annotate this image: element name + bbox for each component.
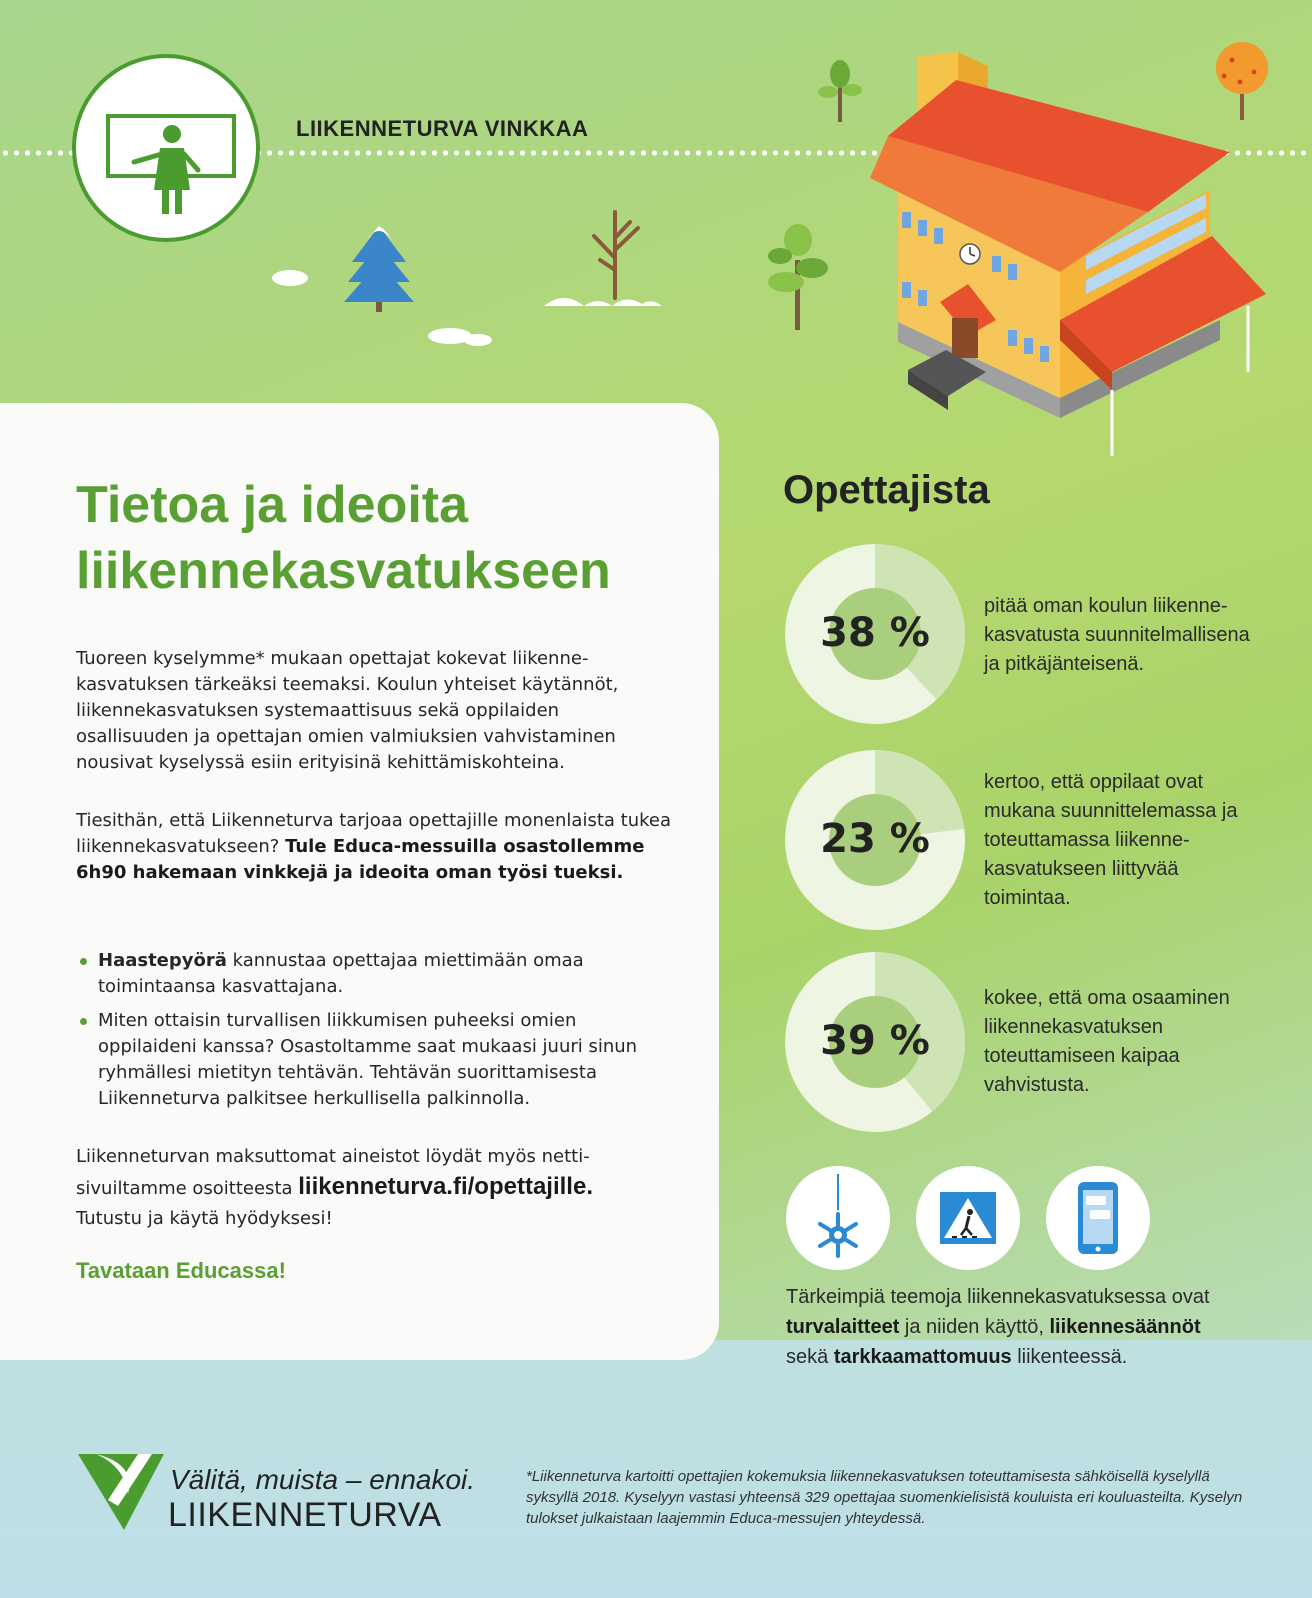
list-item: Miten ottaisin turvallisen liikkumisen puheeksi omien oppilaideni kanssa? Osastoltamme saat mukaasi juuri sinun ryhmällesi mietityn tehtävän. Tehtävän suorittamisesta Liikenneturva palkitsee herkullisella palkinnolla.	[76, 1008, 676, 1112]
bullet1-text: kannustaa opettajaa miettimään omaa toimintaansa kasvattajana.	[98, 950, 584, 997]
fair-paragraph	[76, 808, 676, 886]
haastepyora-label: Haastepyörä	[98, 950, 227, 971]
themes-mid: ja niiden käyttö,	[899, 1316, 1050, 1338]
header-tag: LIIKENNETURVA VINKKAA	[296, 116, 589, 141]
reflector-icon-badge	[786, 1166, 890, 1270]
materials-cta: Tutustu ja käytä hyödyksesi!	[76, 1208, 333, 1229]
activity-list	[76, 948, 676, 1120]
themes-and: sekä	[786, 1346, 834, 1368]
theme-safety-gear: turvalaitteet	[786, 1316, 900, 1338]
small-tree-icon	[818, 60, 862, 122]
brand-name: LIIKENNETURVA	[168, 1496, 442, 1534]
crosswalk-sign-icon	[916, 1166, 1020, 1270]
phone-icon	[1046, 1166, 1150, 1270]
stat-text-1: pitää oman koulun liikenne-kasvatusta suunnitelmallisena ja pitkäjänteisenä.	[984, 595, 1250, 675]
materials-paragraph	[76, 1142, 676, 1234]
liikenneturva-logo-icon	[78, 1452, 168, 1532]
themes-text	[786, 1282, 1256, 1372]
bare-tree-icon	[594, 212, 638, 298]
list-item	[76, 948, 676, 1000]
stat-value-1: 38 %	[820, 610, 930, 656]
slogan: Välitä, muista – ennakoi.	[170, 1464, 476, 1495]
spruce-tree-icon	[344, 226, 414, 312]
school-building-icon	[870, 52, 1266, 456]
reflector-icon	[786, 1166, 890, 1270]
title-line-2: liikennekasvatukseen	[76, 542, 611, 600]
survey-footnote: *Liikenneturva kartoitti opettajien kokemuksia liikennekasvatuksen toteuttamisesta sähköisellä kyselyllä syksyllä 2018. Kyselyyn vastasi yhteensä 329 opettajaa suomenkielisistä kouluista eri kouluasteilta. Kyselyn tulokset julkaistaan laajemmin Educa-messujen yhteydessä.	[526, 1468, 1243, 1527]
closing-line: Tavataan Educassa!	[76, 1258, 286, 1283]
materials-link[interactable]: liikenneturva.fi/opettajille.	[298, 1173, 593, 1200]
article-title	[76, 472, 696, 604]
themes-intro: Tärkeimpiä teemoja liikennekasvatuksessa ovat	[786, 1286, 1210, 1308]
themes-end: liikenteessä.	[1011, 1346, 1128, 1368]
teacher-icon	[76, 58, 256, 238]
leafy-tree-icon	[768, 224, 828, 330]
title-line-1: Tietoa ja ideoita	[76, 476, 469, 534]
theme-inattention: tarkkaamattomuus	[833, 1346, 1012, 1368]
phone-icon-badge	[1046, 1166, 1150, 1270]
theme-traffic-rules: liikennesäännöt	[1049, 1316, 1201, 1338]
crosswalk-sign-icon-badge	[916, 1166, 1020, 1270]
fair-text: Tiesithän, että Liikenneturva tarjoaa opettajille monenlaista tukea liikennekasvatukseen?	[76, 810, 671, 857]
stat-text-2: kertoo, että oppilaat ovat mukana suunnittelemassa ja toteuttamassa liikenne-kasvatukseen liittyvää toimintaa.	[984, 771, 1238, 909]
stat-text-3: kokee, että oma osaaminen liikennekasvatuksen toteuttamiseen kaipaa vahvistusta.	[984, 987, 1230, 1096]
stat-value-3: 39 %	[820, 1018, 930, 1064]
stat-value-2: 23 %	[820, 816, 930, 862]
fair-invite: Tule Educa-messuilla osastollemme 6h90 hakemaan vinkkejä ja ideoita oman työsi tueksi.	[76, 836, 645, 883]
intro-paragraph: Tuoreen kyselymme* mukaan opettajat kokevat liikenne-kasvatuksen tärkeäksi teemaksi. Koulun yhteiset käytännöt, liikennekasvatuksen systemaattisuus sekä oppilaiden osallisuuden ja opettajan omien valmiuksien vahvistaminen nousivat kyselyssä esiin erityisinä kehittämiskohteina.	[76, 648, 619, 773]
materials-text: Liikenneturvan maksuttomat aineistot löydät myös netti-sivuiltamme osoitteesta	[76, 1146, 590, 1199]
stats-title: Opettajista	[783, 468, 990, 512]
teacher-logo-badge	[72, 54, 260, 242]
orange-tree-icon	[1216, 42, 1268, 120]
